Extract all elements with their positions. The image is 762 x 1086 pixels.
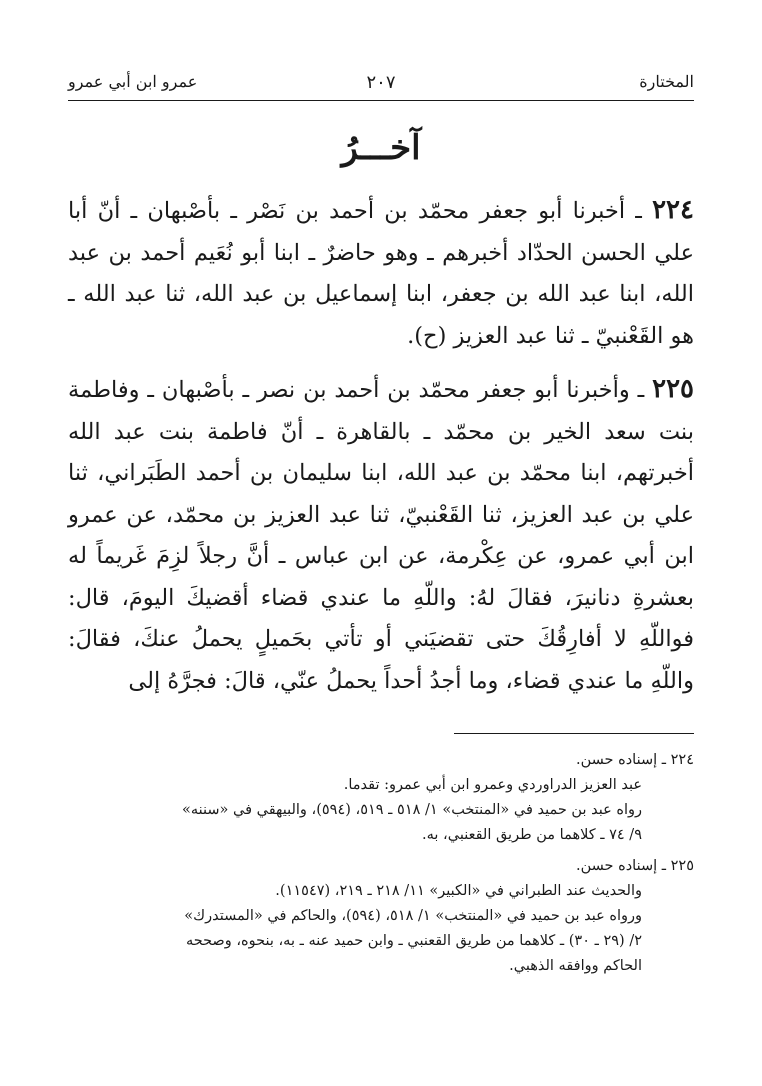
- page-number: ٢٠٧: [366, 72, 396, 93]
- footnote-224-head: [68, 748, 694, 773]
- book-title: المختارة: [639, 72, 694, 91]
- footnote-line: ٢/ (٢٩ ـ ٣٠) ـ كلاهما من طريق القعنبي ـ وابن حميد عنه ـ به، بنحوه، وصححه: [185, 933, 642, 949]
- footnote-line: رواه عبد بن حميد في «المنتخب» ١/ ٥١٨ ـ ٥١٩، (٥٩٤)، والبيهقي في «سننه»: [181, 802, 642, 818]
- hadith-text: ـ أخبرنا أبو جعفر محمّد بن أحمد بن نَصْر ـ بأصْبهان ـ أنّ أبا علي الحسن الحدّاد أخبرهم ـ وهو حاضرٌ ـ ابنا أبو نُعَيم أحمد بن عبد الله، ابنا عبد الله بن جعفر، ابنا إسماعيل بن عبد الله، ثنا عبد الله ـ هو القَعْنبيّ ـ ثنا عبد العزيز (ح).: [68, 198, 694, 349]
- running-header: [68, 68, 694, 102]
- footnotes: [68, 748, 694, 979]
- hadith-224: [68, 190, 694, 357]
- footnote-number: ٢٢٥ ـ: [661, 858, 694, 874]
- footnote-225-head: [68, 854, 694, 879]
- hadith-number: ٢٢٥: [652, 374, 695, 404]
- header-rule: [68, 100, 694, 101]
- footnote-line: ورواه عبد بن حميد في «المنتخب» ١/ ٥١٨، (٥٩٤)، والحاكم في «المستدرك»: [184, 908, 642, 924]
- footnote-text: إسناده حسن.: [575, 858, 658, 874]
- footnote-line: ٩/ ٧٤ ـ كلاهما من طريق القعنبي، به.: [422, 827, 642, 843]
- hadith-text: ـ وأخبرنا أبو جعفر محمّد بن أحمد بن نصر ـ بأصْبهان ـ وفاطمة بنت سعد الخير بن محمّد ـ بالقاهرة ـ أنّ فاطمة بنت عبد الله أخبرتهم، ابنا محمّد بن عبد الله، ابنا سليمان بن أحمد الطَبَراني، ثنا علي بن عبد العزيز، ثنا القَعْنبيّ، ثنا عبد العزيز بن محمّد، عن عمرو ابن أبي عمرو، عن عِكْرمة، عن ابن عباس ـ أنَّ رجلاً لزِمَ غَريماً له بعشرةِ دنانيرَ، فقالَ لهُ: واللّهِ ما عندي قضاء أقضيكَ اليومَ، قال: فواللّهِ لا أفارِقُكَ حتى تقضيَني أو تأتي بحَميلٍ يحملُ عنكَ، فقالَ: واللّهِ ما عندي قضاء، وما أجدُ أحداً يحملُ عنّي، قالَ: فجرَّهُ إلى: [68, 377, 694, 694]
- section-title: آخـــرُ: [341, 128, 421, 168]
- hadith-number: ٢٢٤: [652, 195, 694, 225]
- footnote-number: ٢٢٤ ـ: [661, 752, 694, 768]
- hadith-225: [68, 369, 694, 702]
- footnote-line: عبد العزيز الدراوردي وعمرو ابن أبي عمرو: تقدما.: [343, 777, 642, 793]
- chapter-title: عمرو ابن أبي عمرو: [68, 72, 198, 91]
- footnote-line: والحديث عند الطبراني في «الكبير» ١١/ ٢١٨ ـ ٢١٩، (١١٥٤٧).: [275, 883, 642, 899]
- footnote-line: الحاكم ووافقه الذهبي.: [509, 958, 642, 974]
- main-text: [68, 190, 694, 714]
- footnote-text: إسناده حسن.: [575, 752, 658, 768]
- footnote-rule: [454, 733, 694, 734]
